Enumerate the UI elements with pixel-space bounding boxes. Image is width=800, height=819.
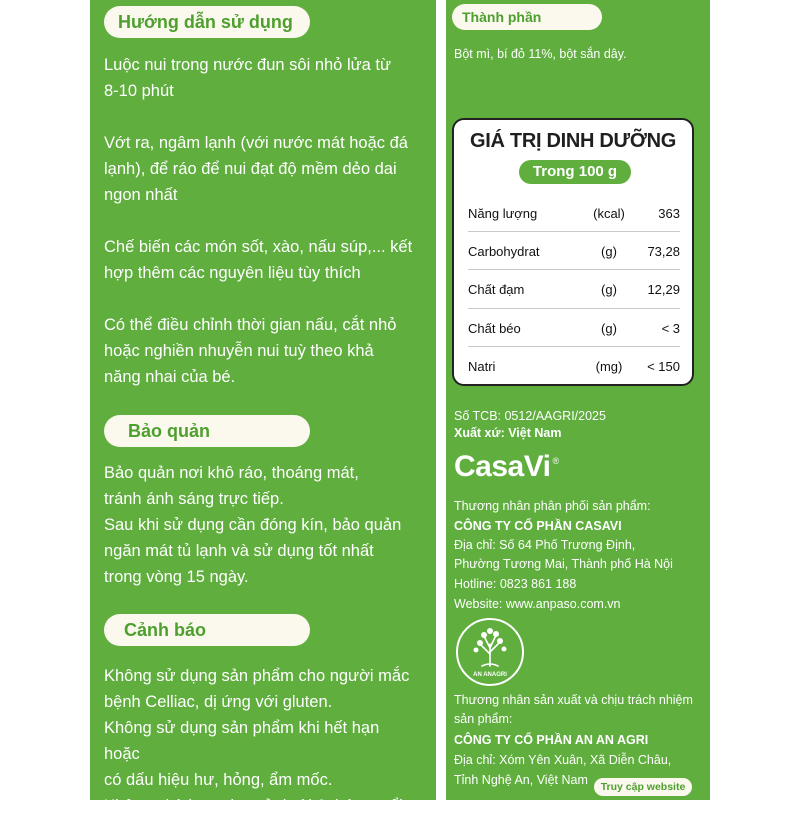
- usage-line: hoặc nghiền nhuyễn nui tuỳ theo khả: [104, 342, 374, 360]
- storage-line: Bảo quản nơi khô ráo, thoáng mát,: [104, 464, 359, 482]
- usage-line: 8-10 phút: [104, 82, 174, 100]
- nutrition-subtitle: Trong 100 g: [519, 160, 631, 184]
- manufacturer-label: Thương nhân sản xuất và chịu trách nhiệm: [454, 693, 693, 707]
- storage-text: [104, 460, 419, 590]
- anagri-logo-text: AN ANAGRI: [473, 672, 507, 678]
- warning-line: Không sử dụng sản phẩm cho người mắc: [104, 667, 410, 685]
- ingredients-heading: Thành phần: [452, 4, 602, 30]
- usage-line: lạnh), để ráo để nui đạt độ mềm dẻo dai: [104, 160, 397, 178]
- usage-heading: Hướng dẫn sử dụng: [104, 6, 310, 38]
- ingredients-text: Bột mì, bí đỏ 11%, bột sắn dây.: [454, 47, 627, 61]
- warning-line: có dấu hiệu hư, hỏng, ẩm mốc.: [104, 771, 333, 789]
- registration-number: Số TCB: 0512/AAGRI/2025: [454, 409, 606, 423]
- manufacturer-company: CÔNG TY CỔ PHẦN AN AN AGRI: [454, 733, 649, 747]
- product-info-panel: [446, 0, 710, 800]
- storage-line: ngăn mát tủ lạnh và sử dụng tốt nhất: [104, 542, 374, 560]
- nutrition-title: GIÁ TRỊ DINH DƯỠNG: [469, 130, 677, 152]
- manufacturer-address: Địa chỉ: Xóm Yên Xuân, Xã Diễn Châu,: [454, 753, 672, 767]
- manufacturer-label: sản phẩm:: [454, 712, 513, 726]
- usage-line: Luộc nui trong nước đun sôi nhỏ lửa từ: [104, 56, 392, 74]
- row-divider: [468, 269, 680, 270]
- nutrition-table: GIÁ TRỊ DINH DƯỠNG Trong 100 g Năng lượng (kcal) 363 Carbohydrat (g) 73,28 Chất đạm (g) 12,29 Chất béo (g) < 3 Natri (mg) < 150: [452, 118, 694, 386]
- usage-line: hợp thêm các nguyên liệu tùy thích: [104, 264, 361, 282]
- warning-line: Không phù hợp cho trẻ dưới 6 tháng tuổi.: [104, 797, 408, 815]
- distributor-address: Phường Tương Mai, Thành phố Hà Nội: [454, 557, 673, 571]
- usage-line: ngon nhất: [104, 186, 178, 204]
- storage-line: trong vòng 15 ngày.: [104, 568, 249, 586]
- distributor-hotline: Hotline: 0823 861 188: [454, 577, 577, 591]
- storage-line: Sau khi sử dụng cần đóng kín, bảo quản: [104, 516, 402, 534]
- distributor-label: Thương nhân phân phối sản phẩm:: [454, 499, 651, 513]
- row-divider: [468, 346, 680, 347]
- row-divider: [468, 231, 680, 232]
- instructions-panel: [90, 0, 436, 815]
- warning-text: [104, 663, 419, 819]
- storage-line: tránh ánh sáng trực tiếp.: [104, 490, 284, 508]
- storage-heading: Bảo quản: [104, 415, 310, 447]
- usage-text: [104, 52, 419, 390]
- visit-website-button[interactable]: Truy cập website: [594, 778, 692, 796]
- anagri-tree-logo: [454, 616, 526, 688]
- warning-heading: Cảnh báo: [104, 614, 310, 646]
- row-divider: [468, 308, 680, 309]
- usage-line: năng nhai của bé.: [104, 368, 236, 386]
- warning-line: bệnh Celliac, dị ứng với gluten.: [104, 693, 333, 711]
- distributor-address: Địa chỉ: Số 64 Phố Trương Định,: [454, 538, 636, 552]
- usage-line: Vớt ra, ngâm lạnh (với nước mát hoặc đá: [104, 134, 408, 152]
- manufacturer-address: Tỉnh Nghệ An, Việt Nam: [454, 773, 588, 787]
- warning-line: Không sử dụng sản phẩm khi hết hạn hoặc: [104, 719, 380, 763]
- origin: Xuất xứ: Việt Nam: [454, 426, 562, 440]
- casavi-logo: CasaVi ®: [454, 450, 559, 483]
- distributor-company: CÔNG TY CỔ PHẦN CASAVI: [454, 519, 622, 533]
- usage-line: Có thể điều chỉnh thời gian nấu, cắt nhỏ: [104, 316, 397, 334]
- distributor-website: Website: www.anpaso.com.vn: [454, 597, 621, 611]
- usage-line: Chế biến các món sốt, xào, nấu súp,... kết: [104, 238, 413, 256]
